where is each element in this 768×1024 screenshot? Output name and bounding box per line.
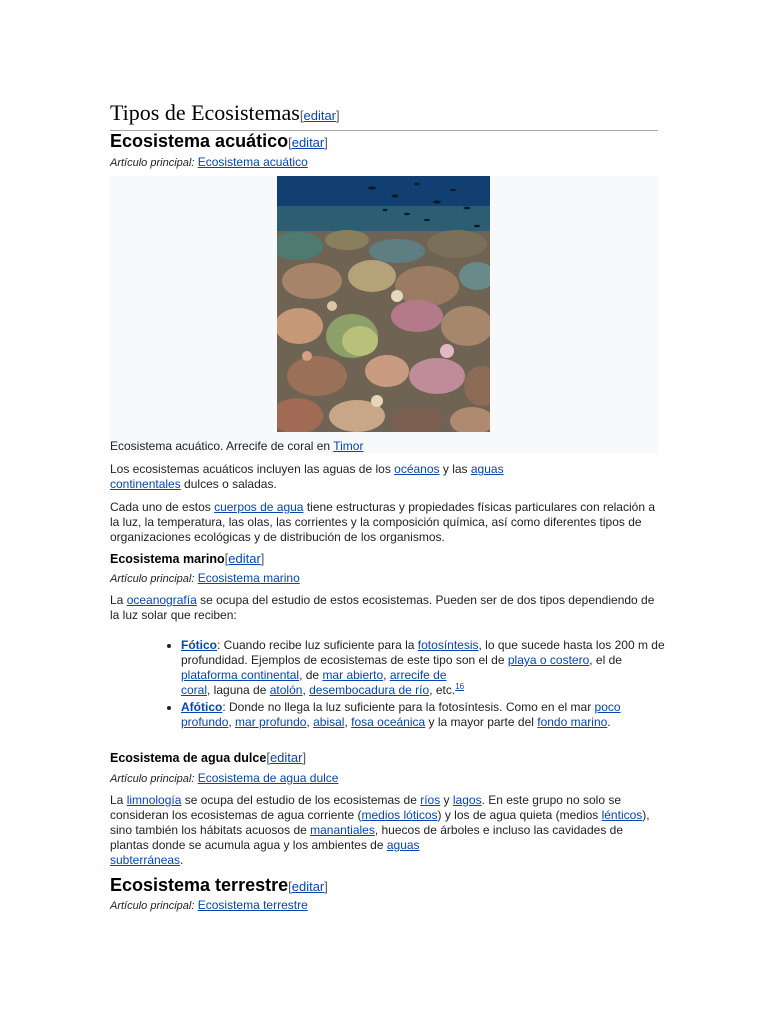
link-lagos[interactable]: lagos [452,793,482,807]
link-manantiales[interactable]: manantiales [310,823,375,837]
link-desembocadura[interactable]: desembocadura de río [309,683,430,697]
heading-title: Tipos de Ecosistemas [110,100,300,125]
link-abisal[interactable]: abisal [313,715,345,729]
link-fotico[interactable]: Fótico [181,638,217,652]
link-medios-loticos[interactable]: medios lóticos [361,808,438,822]
list-item: • Afótico: Donde no llega la luz suficiente para la fotosíntesis. Como en el mar poco profundo, mar profundo, abisal, fosa oceánica y la mayor parte del fondo marino. [181,700,671,730]
section-heading-marino: Ecosistema marino[editar] [110,551,265,566]
section-heading-tipos [110,100,658,131]
link-oceanos[interactable]: océanos [394,462,440,476]
figure-coral-reef [110,176,658,454]
link-fotosintesis[interactable]: fotosíntesis [417,638,479,652]
paragraph-marine-1: La oceanografía se ocupa del estudio de estos ecosistemas. Pueden ser de dos tipos dependiendo de la luz solar que reciben: [110,593,655,622]
link-aguas-subterraneas-2[interactable]: subterráneas [110,853,181,867]
link-fosa-oceanica[interactable]: fosa oceánica [351,715,426,729]
heading-title: Ecosistema de agua dulce [110,751,267,765]
link-afotico[interactable]: Afótico [181,700,223,714]
link-mar-abierto[interactable]: mar abierto [322,668,384,682]
list-item: • Fótico: Cuando recibe luz suficiente para la fotosíntesis, lo que sucede hasta los 200 m de profundidad. Ejemplos de ecosistemas de este tipo son el de playa o costero, el de plataforma continental, de mar abierto, arrecife de coral, laguna de atolón, desembocadura de río, etc.$^{16}$ [181,638,671,698]
edit-link[interactable]: editar [269,750,303,765]
heading-title: Ecosistema acuático [110,131,289,151]
link-arrecife-coral[interactable]: arrecife de [389,668,447,682]
heading-title: Ecosistema marino [110,552,225,566]
main-article-link[interactable]: Ecosistema de agua dulce [197,771,339,785]
hatnote: Artículo principal: Ecosistema terrestre [110,898,308,912]
edit-link[interactable]: editar [303,108,337,123]
link-arrecife-coral-2[interactable]: coral [181,683,208,697]
paragraph-aquatic-1: Los ecosistemas acuáticos incluyen las aguas de los océanos y las aguas continentales dulces o saladas. [110,462,504,491]
main-article-link[interactable]: Ecosistema acuático [197,155,308,169]
heading-title: Ecosistema terrestre [110,875,289,895]
hatnote: Artículo principal: Ecosistema marino [110,571,300,585]
coral-reef-image[interactable] [277,176,490,432]
edit-link[interactable]: editar [228,551,261,566]
figure-caption: Ecosistema acuático. Arrecife de coral en Timor [110,439,364,453]
edit-section-link: [editar] [299,108,340,123]
link-atolon[interactable]: atolón [269,683,303,697]
link-cuerpos-de-agua[interactable]: cuerpos de agua [214,500,304,514]
hatnote: Artículo principal: Ecosistema acuático [110,155,308,169]
hatnote: Artículo principal: Ecosistema de agua dulce [110,771,339,785]
section-heading-acuatico: Ecosistema acuático[editar] [110,131,328,151]
link-playa-costero[interactable]: playa o costero [507,653,590,667]
edit-link[interactable]: editar [291,879,325,894]
link-aguas-subterraneas[interactable]: aguas [386,838,420,852]
link-aguas-continentales[interactable]: aguas [470,462,504,476]
link-mar-profundo[interactable]: mar profundo [235,715,307,729]
link-oceanografia[interactable]: oceanografía [126,593,197,607]
citation-16[interactable]: 16 [455,682,465,691]
link-limnologia[interactable]: limnología [126,793,182,807]
section-heading-terrestre: Ecosistema terrestre[editar] [110,875,328,895]
section-heading-agua-dulce: Ecosistema de agua dulce[editar] [110,750,307,765]
caption-link-timor[interactable]: Timor [333,439,364,453]
link-lenticos[interactable]: lénticos [601,808,643,822]
main-article-link[interactable]: Ecosistema marino [197,571,300,585]
paragraph-freshwater-1: La limnología se ocupa del estudio de los ecosistemas de ríos y lagos. En este grupo no solo se consideran los ecosistemas de agua corriente (medios lóticos) y los de agua quieta (medios lénticos), sino también los hábitats acuosos de manantiales, huecos de árboles e incluso las cavidades de plantas donde se acumula agua y los ambientes de aguas subterráneas. [110,793,650,867]
link-aguas-continentales-2[interactable]: continentales [110,477,181,491]
paragraph-aquatic-2: Cada uno de estos cuerpos de agua tiene estructuras y propiedades físicas particulares con relación a la luz, la temperatura, las olas, las corrientes y la composición química, así como diferentes tipos de organizaciones ecológicas y de distribución de los organismos. [110,500,655,544]
main-article-link[interactable]: Ecosistema terrestre [197,898,308,912]
link-plataforma-continental[interactable]: plataforma continental [181,668,300,682]
link-rios[interactable]: ríos [420,793,441,807]
link-poco-profundo[interactable]: poco profundo [181,700,621,729]
link-fondo-marino[interactable]: fondo marino [537,715,608,729]
marine-zones-list [160,638,671,730]
edit-link[interactable]: editar [291,135,325,150]
